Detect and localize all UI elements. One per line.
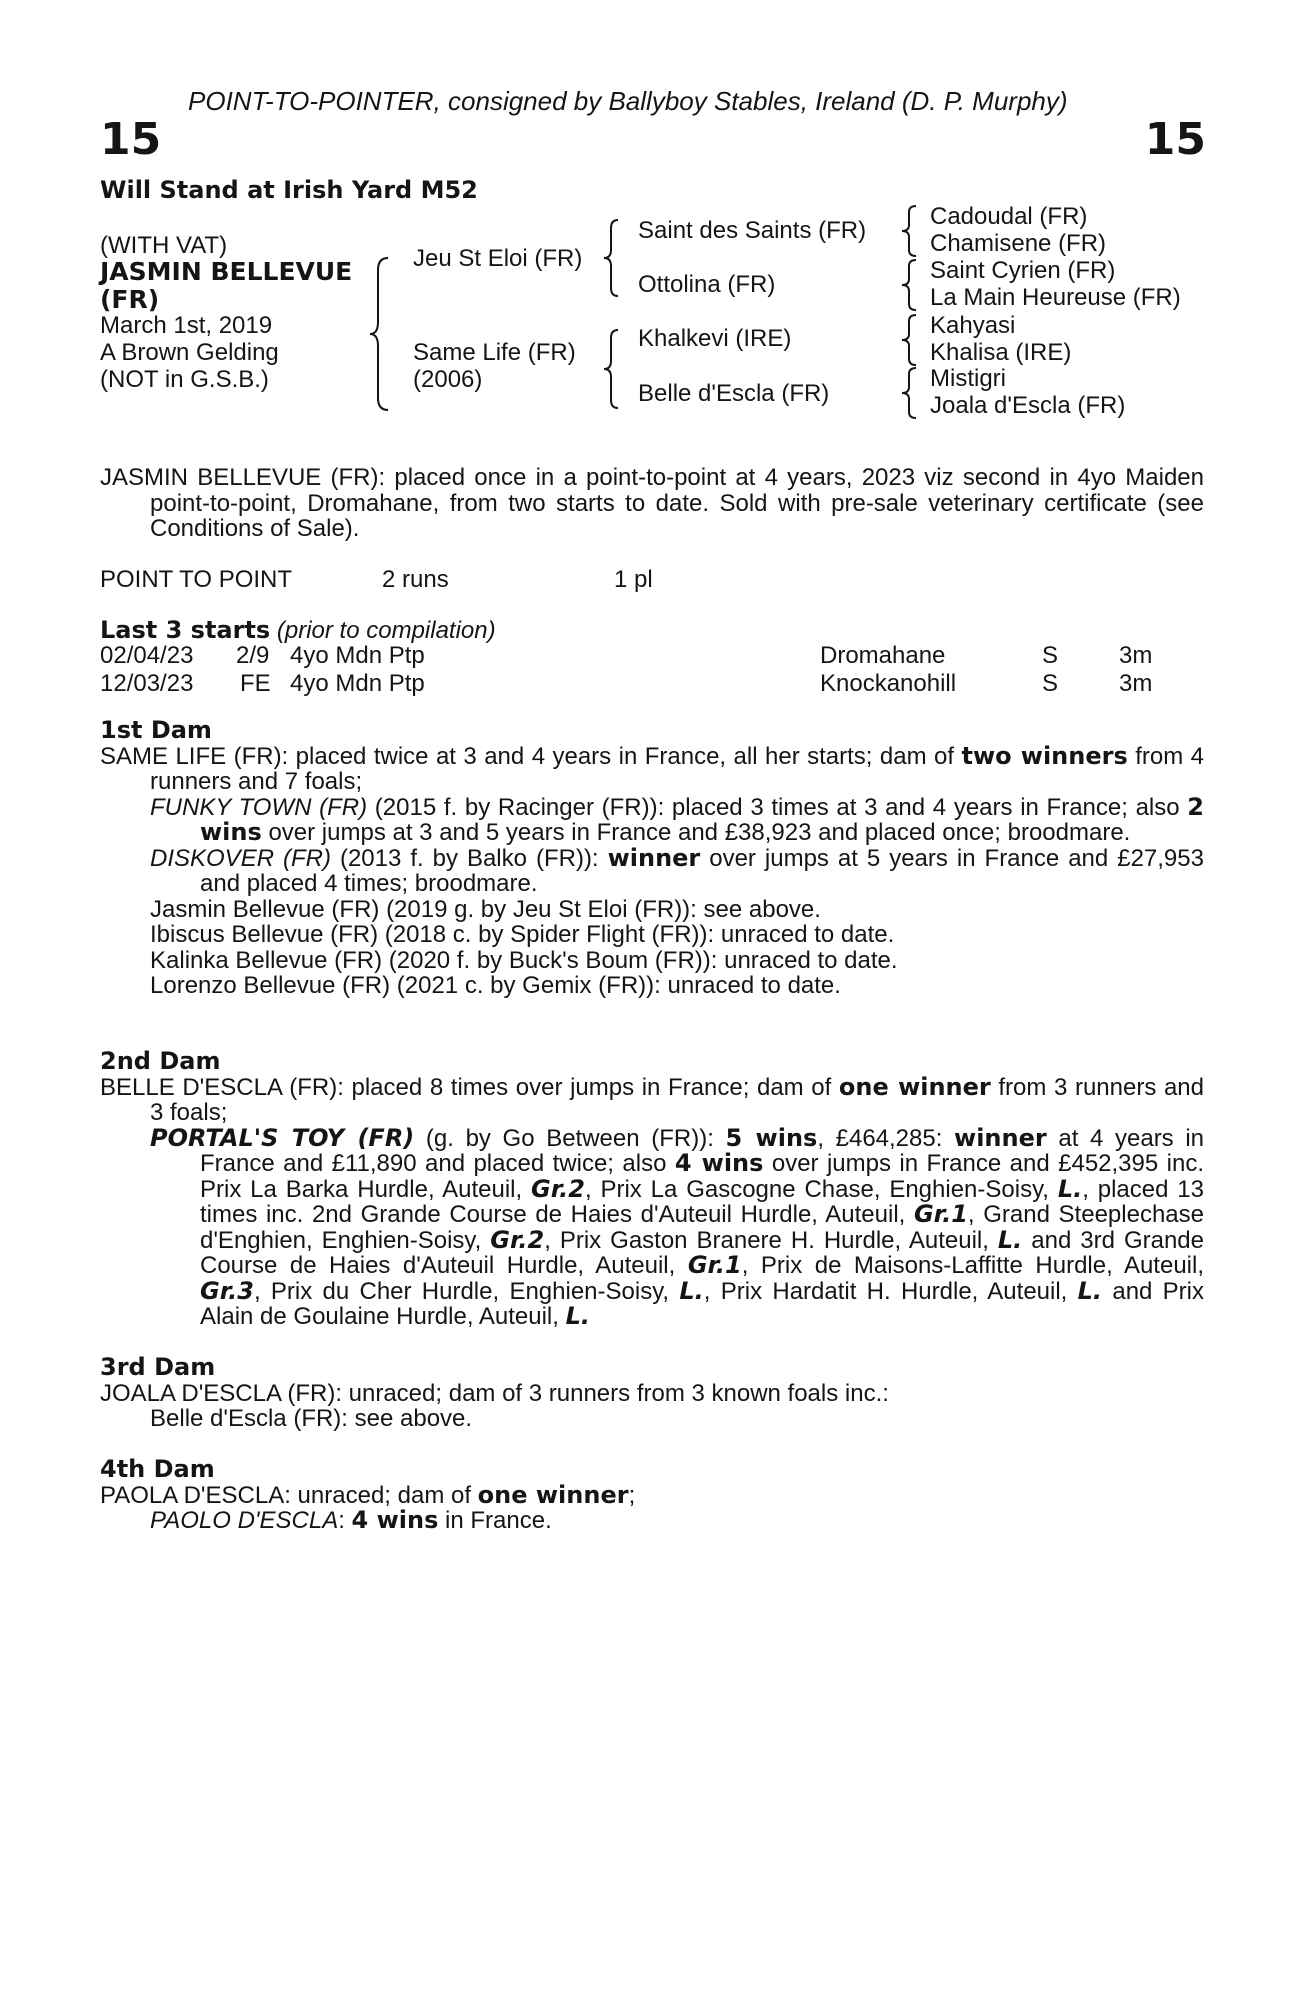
start-going: S: [1042, 670, 1059, 697]
progeny-entry: Ibiscus Bellevue (FR) (2018 c. by Spider Flight (FR)): unraced to date.: [150, 921, 895, 948]
horse-name: JASMIN BELLEVUE: [100, 257, 353, 286]
race-summary: [100, 465, 1204, 542]
table-row: [100, 642, 1152, 670]
third-dam-intro: JOALA D'ESCLA (FR): unraced; dam of 3 runners from 3 known foals inc.:: [100, 1379, 889, 1407]
section-heading: 3rd Dam: [100, 1353, 216, 1381]
progeny-entry: Kalinka Bellevue (FR) (2020 f. by Buck's Boum (FR)): unraced to date.: [150, 946, 898, 974]
pedigree-ancestor: Joala d'Escla (FR): [930, 392, 1126, 419]
start-date: 12/03/23: [100, 670, 194, 697]
record-label: POINT TO POINT: [100, 566, 293, 593]
pedigree-ancestor: Kahyasi: [930, 312, 1016, 339]
catalogue-header: POINT-TO-POINTER, consigned by Ballyboy Stables, Ireland (D. P. Murphy): [188, 86, 1068, 116]
start-position: 2/9: [236, 642, 270, 669]
horse-dob: March 1st, 2019: [100, 312, 273, 339]
pedigree-ancestor: Saint Cyrien (FR): [930, 257, 1116, 284]
horse-type: A Brown Gelding: [100, 339, 279, 366]
summary-text: JASMIN BELLEVUE (FR): placed once in a point-to-point at 4 years, 2023 viz second in 4yo Maiden point-to-point, Dromahane, from two starts to date. Sold with pre-sale veterinary certificate (see Conditions of Sale).: [100, 464, 1204, 542]
progeny-entry: FUNKY TOWN (FR) (2015 f. by Racinger (FR)): placed 3 times at 3 and 4 years in France; also 2 wins over jumps at 3 and 5 years in France and £38,923 and placed once; broodmare.: [150, 792, 1204, 846]
start-race: 4yo Mdn Ptp: [290, 642, 425, 669]
vat-note: (WITH VAT): [100, 232, 228, 259]
pedigree-brace-sire: [602, 218, 622, 298]
lot-number-right: 15: [1144, 114, 1206, 165]
progeny-entry: Belle d'Escla (FR): see above.: [150, 1405, 473, 1432]
start-distance: 3m: [1119, 670, 1153, 697]
pedigree-dam-dam: Belle d'Escla (FR): [638, 380, 830, 407]
progeny-entry: DISKOVER (FR) (2013 f. by Balko (FR)): winner over jumps at 5 years in France and £27,953 and placed 4 times; broodmare.: [150, 843, 1204, 897]
progeny-entry: PAOLO D'ESCLA: 4 wins in France.: [150, 1506, 552, 1534]
pedigree-ancestor: Chamisene (FR): [930, 230, 1107, 257]
progeny-entry: PORTAL'S TOY (FR) (g. by Go Between (FR)): 5 wins, £464,285: winner at 4 years in France and £11,890 and placed twice; also 4 wins over jumps in France and £452,395 inc. Prix La Barka Hurdle, Auteuil, Gr.2, Prix La Gascogne Chase, Enghien-Soisy, L., placed 13 times inc. 2nd Grande Course de Haies d'Auteuil Hurdle, Auteuil, Gr.1, Grand Steeplechase d'Enghien, Enghien-Soisy, Gr.2, Prix Gaston Branere H. Hurdle, Auteuil, L. and 3rd Grande Course de Haies d'Auteuil Hurdle, Auteuil, Gr.1, Prix de Maisons-Laffitte Hurdle, Auteuil, Gr.3, Prix du Cher Hurdle, Enghien-Soisy, L., Prix Hardatit H. Hurdle, Auteuil, L. and Prix Alain de Goulaine Hurdle, Auteuil, L.: [150, 1123, 1205, 1330]
start-race: 4yo Mdn Ptp: [290, 670, 425, 697]
progeny-entry: Jasmin Bellevue (FR) (2019 g. by Jeu St Eloi (FR)): see above.: [150, 895, 821, 923]
last-starts-title: Last 3 starts: [100, 616, 271, 644]
pedigree-ancestor: Mistigri: [930, 365, 1006, 392]
pedigree-brace-g2: [900, 258, 920, 312]
last-starts-note: (prior to compilation): [276, 617, 496, 644]
section-heading: 1st Dam: [100, 716, 212, 744]
horse-name-suffix: (FR): [100, 285, 160, 314]
pedigree-brace-g4: [900, 366, 920, 420]
fourth-dam-section: [100, 1457, 1204, 1534]
start-date: 02/04/23: [100, 642, 194, 669]
stand-location: Will Stand at Irish Yard M52: [100, 176, 478, 204]
pedigree-ancestor: Cadoudal (FR): [930, 203, 1088, 230]
record-runs: 2 runs: [382, 566, 449, 593]
second-dam-section: [100, 1049, 1204, 1330]
start-course: Dromahane: [820, 642, 946, 669]
pedigree-sire-sire: Saint des Saints (FR): [638, 217, 867, 244]
pedigree-sire: Jeu St Eloi (FR): [413, 245, 583, 272]
start-going: S: [1042, 642, 1059, 669]
section-heading: 4th Dam: [100, 1455, 215, 1483]
pedigree-brace-main: [368, 256, 394, 412]
pedigree-sire-dam: Ottolina (FR): [638, 271, 776, 298]
pedigree-dam: Same Life (FR): [413, 339, 576, 366]
gsb-status: (NOT in G.S.B.): [100, 366, 269, 393]
start-course: Knockanohill: [820, 670, 957, 697]
progeny-entry: Lorenzo Bellevue (FR) (2021 c. by Gemix (FR)): unraced to date.: [150, 972, 841, 999]
table-row: [100, 670, 1152, 698]
pedigree-ancestor: La Main Heureuse (FR): [930, 284, 1181, 311]
last-starts-table: [100, 642, 1152, 698]
pedigree-brace-g1: [900, 204, 920, 258]
start-position: FE: [240, 670, 271, 697]
first-dam-intro: SAME LIFE (FR): placed twice at 3 and 4 years in France, all her starts; dam of two winners from 4 runners and 7 foals;: [100, 741, 1204, 795]
lot-number-left: 15: [100, 114, 162, 165]
third-dam-section: [100, 1355, 1204, 1432]
fourth-dam-intro: PAOLA D'ESCLA: unraced; dam of one winner;: [100, 1480, 636, 1509]
last-starts-heading: [100, 617, 496, 644]
pedigree-brace-dam: [602, 328, 622, 410]
start-distance: 3m: [1119, 642, 1153, 669]
pedigree-dam-year: (2006): [413, 366, 483, 393]
pedigree-ancestor: Khalisa (IRE): [930, 339, 1072, 366]
first-dam-section: [100, 718, 1204, 999]
second-dam-intro: BELLE D'ESCLA (FR): placed 8 times over jumps in France; dam of one winner from 3 runners and 3 foals;: [100, 1072, 1204, 1126]
pedigree-dam-sire: Khalkevi (IRE): [638, 325, 792, 352]
record-placed: 1 pl: [614, 566, 653, 593]
section-heading: 2nd Dam: [100, 1047, 221, 1075]
pedigree-brace-g3: [900, 313, 920, 367]
